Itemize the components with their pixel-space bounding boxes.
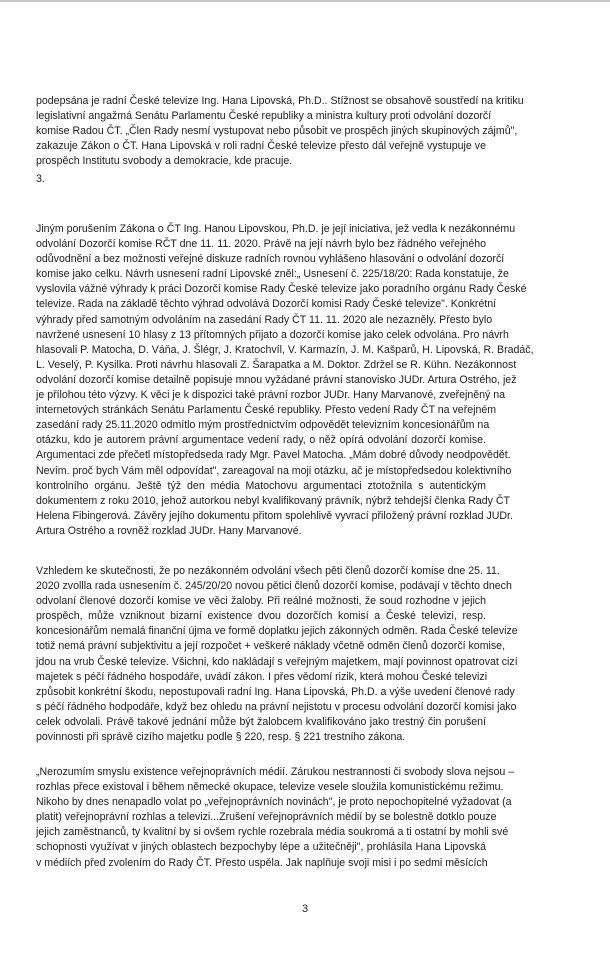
text-line: podepsána je radní České televize Ing. Hana Lipovská, Ph.D.. Stížnost se obsahově soustředí na kritiku [36,95,524,107]
text-line: jejich zaměstnanců, ty kvalitní by si ovšem rychle rozebrala média soukromá a ti ostatní by mohli své [36,826,509,839]
text-line: rozhlas přece existoval i během německé okupace, televize vesele sloužila komunistickému režimu. [36,781,504,794]
paragraph-2 [36,223,534,540]
text-line: odůvodnění a bez možnosti veřejné diskuze radních rovnou vyhlášeno hlasování o odvolání dozorčí [36,253,505,266]
text-line: s péčí řádného hodpodáře, když bez ohledu na právní nejistotu v procesu odvolání dozorčí komisi jako [36,700,517,713]
text-line: jdou na vrub České televize. Všichni, kdo nakládají s veřejným majetkem, mají povinnost opatrovat cizí [36,655,518,668]
text-line: hlasovali P. Matocha, D. Váňa, J. Šlégr, J. Kratochvíl, V. Karmazín, J. M. Kašparů, H. Lipovská, R. Bradáč, [36,343,534,356]
text-line: Helena Fibingerová. Závěry jejího dokumentu přitom spolehlivě vyvrací přiložený právní rozklad JUDr. [36,509,513,522]
text-line: odvolání dozorčí komise detailně popisuje mnou vyžádané právní stanovisko JUDr. Artura Ostrého, jež [36,373,517,386]
text-line: „Nerozumím smyslu existence veřejnoprávních médií. Zárukou nestrannosti či svobody slova nejsou – [36,766,515,778]
text-line: dokumentem z roku 2010, jehož autorkou nebyl kvalifikovaný právník, nýbrž tehdejší členka Rady ČT [36,494,511,507]
text-line: otázku, kdo je autorem právní argumentace vedení rady, o něž opírá odvolání dozorčí komise. [36,434,486,447]
text-line: odvolání Dozorčí komise RČT dne 11. 11. 2020. Právě na její návrh bylo bez řádného veřejného [36,238,486,251]
text-line: kontrolního orgánu. Ještě týž den média Matochovu argumentaci ztotožnila s autentickým [36,479,486,492]
text-line: totiž nemá právní subjektivitu a její rozpočet + veškeré náklady včetně odměn členů dozorčí komise, [36,640,506,653]
page-number: 3 [301,903,309,915]
text-line: Nikoho by dnes nenapadlo volat po „veřejnoprávních novinách", je proto nepochopitelné vyžadovat (a [36,796,512,809]
text-line: povinnosti při správě cizího majetku podle § 220, resp. § 221 trestního zákona. [36,731,406,744]
text-line: majetek s péčí řádného hospodáře, uvádí zákon. I přes vědomí rizik, která mohou České televizi [36,670,488,683]
text-line: výhrady před samotným odvoláním na zasedání Rady ČT 11. 11. 2020 ale nezazněly. Přesto bylo [36,313,493,326]
text-line: způsobit konkrétní škodu, nepostupovali radní Ing. Hana Lipovská, Ph.D. a výše uvedení členové rady [36,685,515,698]
text-line: legislativní angažmá Senátu Parlamentu České republiky a ministra kultury proti odvolání dozorčí [36,110,492,123]
text-line: Argumentaci zde přečetl místopředseda rady Mgr. Pavel Matocha. „Mám dobré důvody neodpovědět. [36,449,511,462]
paragraph-3 [36,565,518,746]
paragraph-4 [36,766,515,872]
text-line: internetových stránkách Senátu Parlamentu České republiky. Přesto vedení Rady ČT na veřejném [36,404,497,417]
text-line: navržené usnesení 10 hlasy z 13 přítomných přijato a dozorčí komise jako celek odvolána. Pro návrh [36,328,509,341]
text-line: Jiným porušením Zákona o ČT Ing. Hanou Lipovskou, Ph.D. je její iniciativa, jež vedla k nezákonnému [36,223,516,235]
paragraph-1 [36,95,524,170]
text-line: prospěch Institutu svobody a demokracie, kde pracuje. [36,155,293,168]
text-line: Nevím. proč bych Vám měl odpovídat", zareagoval na moji otázku, ač je místopředsedou kolektivního [36,464,512,477]
text-line: zasedání rady 25.11.2020 odmítlo mým prostřednictvím odpovědět televizním koncesionářům na [36,419,490,432]
section-heading: 3. [36,173,45,185]
text-line: platit) veřejnoprávní rozhlas a televizi...Zrušení veřejnoprávních médií by se bolestně dotklo pouze [36,811,497,824]
text-line: v médiích před zvolením do Rady ČT. Přesto uspěla. Jak naplňuje svoji misi i po sedmi měsících [36,856,488,869]
text-line: komise Radou ČT. „Člen Rady nesmí vystupovat nebo působit ve prospěch jiných skupinových zájmů", [36,125,518,138]
page-top-border [0,0,610,2]
text-line: L. Veselý, P. Kysilka. Proti návrhu hlasovali Z. Šarapatka a M. Doktor. Zdržel se R. Kühn. Nezákonnost [36,358,517,371]
text-line: televize. Rada na základě těchto výhrad odvolává Dozorčí komisi Rady České televize". Konkrétní [36,298,497,311]
text-line: celek odvolali. Právě takové jednání může být žalobcem kvalifikováno jako trestný čin porušení [36,715,486,728]
text-line: komise jako celku. Návrh usnesení radní Lipovské zněl:„ Usnesení č. 225/18/20: Rada konstatuje, že [36,268,509,281]
text-line: vyslovila vážné výhrady k práci Dozorčí komise Rady České televize jako poradního orgánu Rady České [36,283,527,296]
text-line: Artura Ostrého a rovněž rozklad JUDr. Hany Marvanové. [36,524,302,537]
text-line: zakazuje Zákon o ČT. Hana Lipovská v roli radní České televize přesto dál veřejně vystupuje ve [36,140,486,153]
text-line: koncesionářům nemalá finanční újma ve formě doplatku jejich zákonných odměn. Rada České televize [36,625,518,638]
text-line: prospěch, může vzniknout bizarní existence dvou dozorčích komisí a České televizi, resp. [36,610,486,623]
text-line: 2020 zvollla rada usnesením č. 245/20/20 novou pětici členů dozorčí komise, podávají v těchto dnech [36,580,512,593]
text-line: je přílohou této výzvy. K věci je k dispozici také právní rozbor JUDr. Hany Marvanové, zveřejněný na [36,389,506,402]
text-line: schopnosti využívat v jiných oblastech bezpochyby lépe a užitečněji", prohlásila Hana Lipovská [36,841,486,854]
text-line: odvolaní členové dozorčí komise ve věci žaloby. Při reálné možnosti, že soud rozhodne v jejich [36,595,486,608]
text-line: Vzhledem ke skutečnosti, že po nezákonném odvolání všech pěti členů dozorčí komise dne 25. 11. [36,565,500,577]
